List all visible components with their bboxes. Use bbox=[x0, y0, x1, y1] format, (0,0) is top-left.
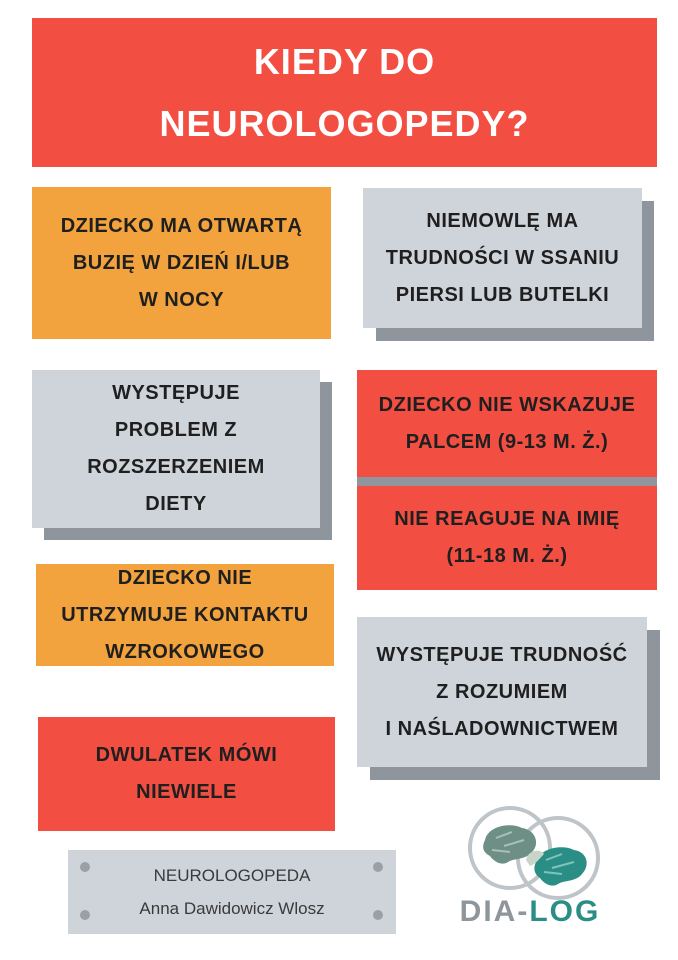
screw-dot bbox=[373, 862, 383, 872]
info-box-eye-contact bbox=[36, 564, 334, 666]
info-box-text: NIE REAGUJE NA IMIĘ (11-18 M. Ż.) bbox=[394, 508, 620, 567]
info-box-text: NIEMOWLĘ MA TRUDNOŚCI W SSANIU PIERSI LUB BUTELKI bbox=[385, 209, 620, 306]
signature-plate bbox=[68, 850, 396, 934]
info-box-pointing bbox=[357, 370, 657, 477]
info-box-text: DZIECKO MA OTWARTĄ BUZIĘ W DZIEŃ I/LUB W NOCY bbox=[60, 214, 303, 311]
signature-lines bbox=[139, 859, 324, 925]
info-box-text: DZIECKO NIE WSKAZUJE PALCEM (9-13 M. Ż.) bbox=[378, 393, 636, 453]
info-box-understanding bbox=[357, 617, 647, 767]
signature-role: NEUROLOGOPEDA bbox=[153, 866, 311, 885]
info-box-sucking bbox=[363, 188, 642, 328]
screw-dot bbox=[80, 910, 90, 920]
info-box-text: WYSTĘPUJE TRUDNOŚĆ Z ROZUMIEM I NAŚLADOWNICTWEM bbox=[376, 643, 628, 740]
logo-text-part2: LOG bbox=[529, 895, 601, 928]
screw-dot bbox=[80, 862, 90, 872]
title-text: KIEDY DO NEUROLOGOPEDY? bbox=[159, 40, 530, 144]
signature-name: Anna Dawidowicz Wlosz bbox=[139, 899, 325, 918]
logo-text-part1: DIA- bbox=[459, 895, 530, 928]
info-box-speech bbox=[38, 717, 335, 831]
dia-log-logo-text bbox=[440, 895, 620, 929]
info-box-name-response bbox=[357, 486, 657, 590]
info-box-diet bbox=[32, 370, 320, 528]
page-title bbox=[32, 18, 657, 167]
info-box-text: WYSTĘPUJE PROBLEM Z ROZSZERZENIEM DIETY bbox=[87, 382, 265, 515]
divider bbox=[357, 477, 657, 486]
screw-dot bbox=[373, 910, 383, 920]
info-box-open-mouth bbox=[32, 187, 331, 339]
info-box-text: DWULATEK MÓWI NIEWIELE bbox=[95, 744, 278, 803]
info-box-text: DZIECKO NIE UTRZYMUJE KONTAKTU WZROKOWEGO bbox=[61, 566, 309, 663]
